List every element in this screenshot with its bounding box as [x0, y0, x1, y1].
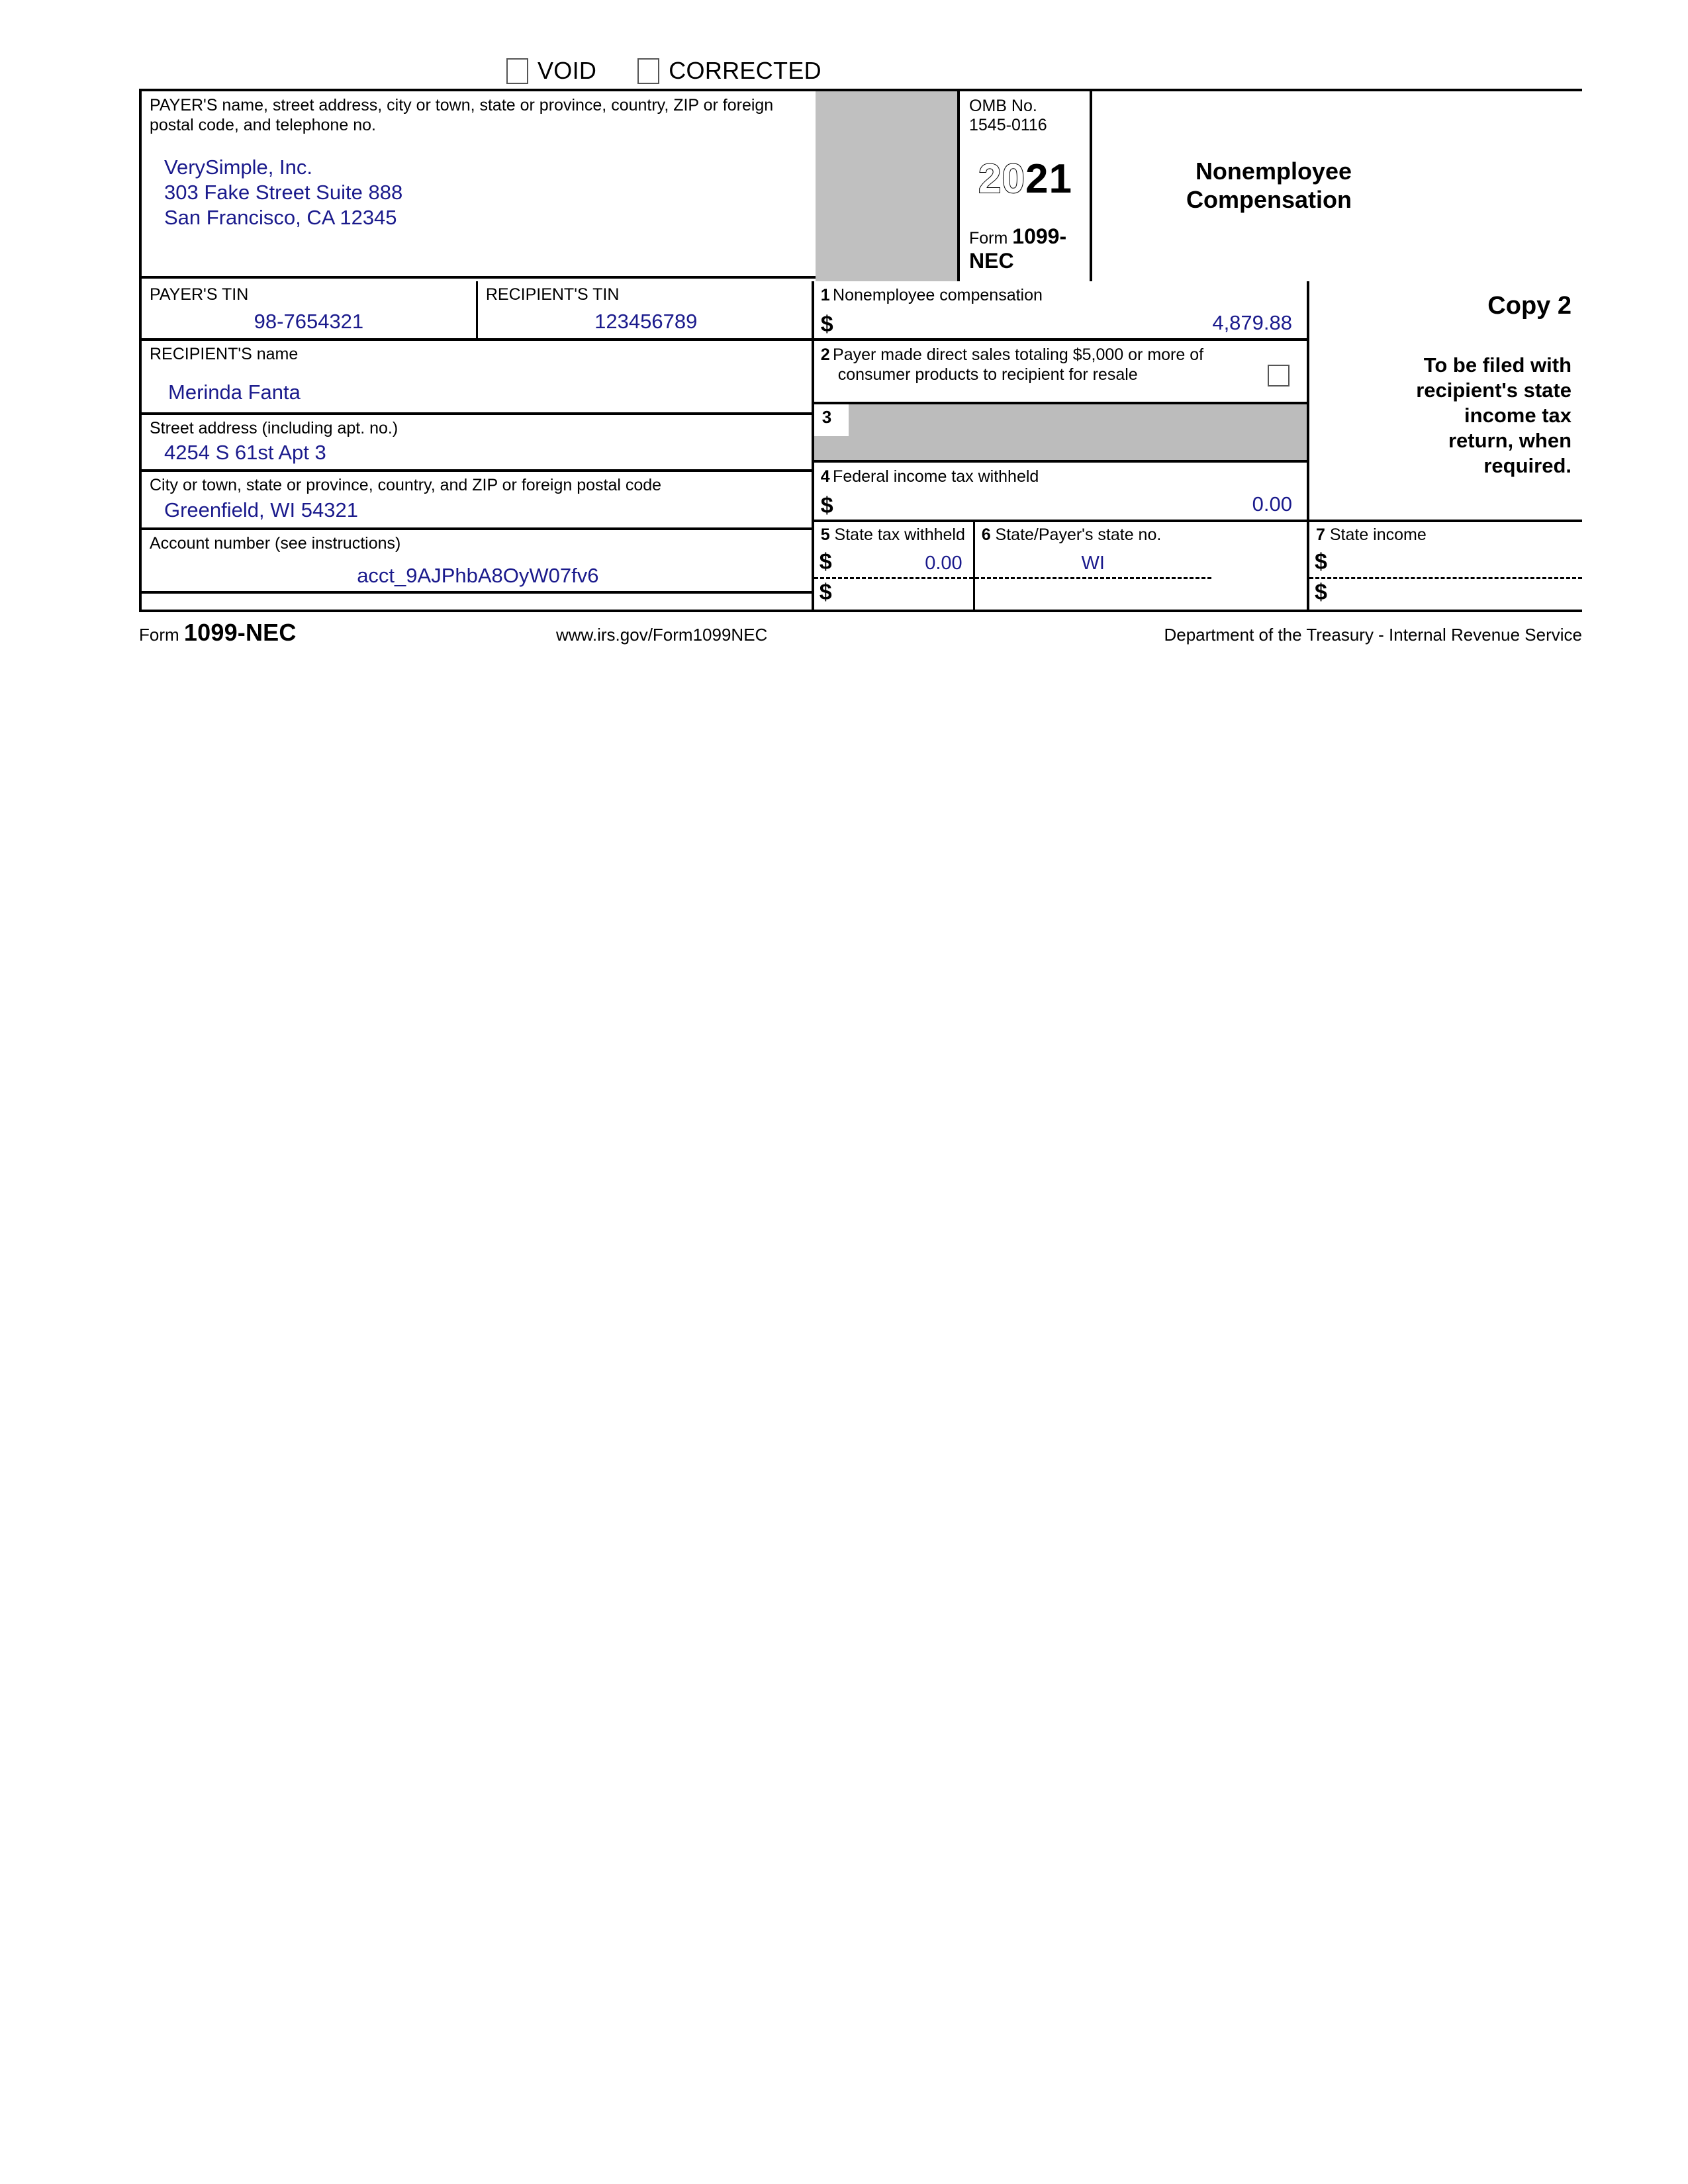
box-7-row-2[interactable] — [1309, 579, 1582, 610]
box-5-currency-symbol-row1: $ — [819, 549, 832, 574]
form-header-band — [139, 89, 1582, 281]
copy-description-line4: return, when — [1448, 429, 1571, 452]
box-5-header — [814, 522, 973, 549]
box-7-header — [1309, 522, 1582, 549]
box-6-label: State/Payer's state no. — [995, 525, 1162, 544]
state-boxes-row — [814, 522, 1307, 610]
copy-description-line1: To be filed with — [1423, 353, 1571, 377]
recipient-name-cell[interactable] — [142, 341, 814, 415]
recipient-tin-label: RECIPIENT'S TIN — [485, 285, 620, 304]
box-3-number: 3 — [814, 404, 849, 436]
account-number-label: Account number (see instructions) — [150, 534, 401, 553]
recipient-column — [142, 281, 814, 610]
recipient-tin-cell[interactable] — [478, 281, 814, 341]
form-title-column — [1092, 91, 1362, 281]
box-4-number: 4 — [820, 467, 830, 486]
omb-form-line — [969, 224, 1090, 273]
box-7-row-1[interactable] — [1309, 549, 1582, 579]
footer-url[interactable]: www.irs.gov/Form1099NEC — [556, 625, 768, 645]
omb-form-prefix: Form — [969, 229, 1008, 248]
box-4-federal-income-tax-withheld[interactable] — [814, 463, 1307, 522]
box-5-label: State tax withheld — [834, 525, 965, 544]
box-4-value: 0.00 — [1252, 492, 1292, 516]
corrected-checkbox[interactable] — [637, 58, 659, 84]
corrected-label: CORRECTED — [669, 57, 821, 84]
box-6-header — [975, 522, 1211, 549]
recipient-street-cell[interactable] — [142, 415, 814, 472]
box-5-value-row1: 0.00 — [925, 553, 962, 574]
shaded-spacer-block — [816, 91, 960, 281]
box-6-number: 6 — [981, 525, 991, 544]
payer-tin-label: PAYER'S TIN — [150, 285, 249, 304]
box-5-number: 5 — [820, 525, 830, 544]
box-6-value-row1: WI — [1081, 553, 1105, 574]
amount-boxes-column — [812, 281, 1309, 610]
footer-form-prefix: Form — [139, 625, 179, 645]
box-6-row-1[interactable] — [975, 549, 1211, 579]
box-7-number: 7 — [1316, 525, 1325, 544]
form-title-line1: Nonemployee — [1195, 157, 1352, 185]
omb-form-number: 1099-NEC — [969, 224, 1067, 273]
omb-column — [960, 91, 1092, 281]
payer-column — [142, 91, 816, 281]
copy-instructions-column — [1309, 281, 1582, 610]
box-1-currency-symbol: $ — [820, 312, 833, 337]
form-title-line2: Compensation — [1186, 185, 1352, 213]
payer-info-cell[interactable] — [142, 91, 816, 279]
payer-street: 303 Fake Street Suite 888 — [164, 181, 403, 204]
form-title-cell — [1092, 91, 1362, 279]
form-title-text — [1186, 157, 1352, 214]
omb-number: OMB No. 1545-0116 — [969, 97, 1047, 134]
omb-cell — [960, 91, 1090, 279]
box-2-label-line1: Payer made direct sales totaling $5,000 or more of — [833, 345, 1204, 364]
copy-description-line2: recipient's state — [1416, 379, 1571, 402]
box-7-currency-symbol-row2: $ — [1315, 580, 1327, 605]
copy-description — [1309, 341, 1582, 520]
tin-row — [142, 281, 814, 341]
box-2-checkbox[interactable] — [1268, 365, 1289, 387]
payer-tin-value: 98-7654321 — [254, 310, 364, 333]
recipient-street-value: 4254 S 61st Apt 3 — [164, 441, 326, 464]
box-1-label: Nonemployee compensation — [833, 286, 1043, 304]
copy-description-line5: required. — [1483, 454, 1571, 477]
copy-title: Copy 2 — [1487, 292, 1571, 320]
box-1-value: 4,879.88 — [1212, 311, 1292, 334]
box-2-number: 2 — [820, 345, 830, 364]
recipient-name-label: RECIPIENT'S name — [150, 345, 299, 363]
form-footer — [139, 612, 1582, 647]
box-4-currency-symbol: $ — [820, 493, 833, 518]
box-5-currency-symbol-row2: $ — [819, 580, 832, 605]
account-number-cell[interactable] — [142, 530, 814, 594]
box-6-state-payer-state-no[interactable] — [973, 522, 1211, 610]
footer-form-number: 1099-NEC — [183, 619, 297, 646]
box-7-label: State income — [1329, 525, 1427, 544]
box-1-number: 1 — [820, 286, 830, 304]
recipient-city-label: City or town, state or province, country, and ZIP or foreign postal code — [150, 476, 662, 494]
box-5-row-2[interactable] — [814, 579, 973, 610]
payer-tin-cell[interactable] — [142, 281, 478, 341]
recipient-name-value: Merinda Fanta — [168, 381, 301, 404]
payer-name: VerySimple, Inc. — [164, 156, 312, 179]
payer-city-state-zip: San Francisco, CA 12345 — [164, 206, 397, 229]
tax-year-prefix: 20 — [978, 156, 1025, 202]
box-7-currency-symbol-row1: $ — [1315, 549, 1327, 574]
box-5-state-tax-withheld[interactable] — [814, 522, 973, 610]
copy-description-line3: income tax — [1464, 404, 1571, 427]
form-body-band — [139, 281, 1582, 610]
recipient-city-cell[interactable] — [142, 472, 814, 530]
account-number-value: acct_9AJPhbA8OyW07fv6 — [357, 564, 599, 587]
recipient-tin-value: 123456789 — [594, 310, 698, 333]
void-checkbox[interactable] — [506, 58, 528, 84]
footer-form-identifier — [139, 619, 510, 647]
corrected-checkbox-group[interactable] — [637, 57, 821, 85]
tax-year — [969, 156, 1082, 202]
recipient-city-value: Greenfield, WI 54321 — [164, 498, 358, 522]
box-5-row-1[interactable] — [814, 549, 973, 579]
box-1-nonemployee-compensation[interactable] — [814, 281, 1307, 341]
box-7-state-income[interactable] — [1309, 520, 1582, 610]
box-3-reserved — [814, 404, 1307, 463]
box-2-direct-sales[interactable] — [814, 341, 1307, 404]
tax-year-suffix: 21 — [1025, 156, 1072, 202]
box-6-row-2[interactable] — [975, 579, 1211, 610]
void-corrected-row — [139, 53, 1582, 89]
footer-department: Department of the Treasury - Internal Revenue Service — [1164, 625, 1582, 645]
void-label: VOID — [538, 57, 597, 84]
payer-block-label: PAYER'S name, street address, city or town, state or province, country, ZIP or foreign postal code, and telephone no. — [150, 96, 774, 134]
box-2-label-line2: consumer products to recipient for resale — [837, 365, 1138, 384]
payer-address-lines — [164, 155, 809, 230]
recipient-street-label: Street address (including apt. no.) — [150, 419, 399, 437]
void-checkbox-group[interactable] — [506, 57, 596, 85]
form-1099-nec — [139, 53, 1582, 647]
box-4-label: Federal income tax withheld — [833, 467, 1039, 486]
